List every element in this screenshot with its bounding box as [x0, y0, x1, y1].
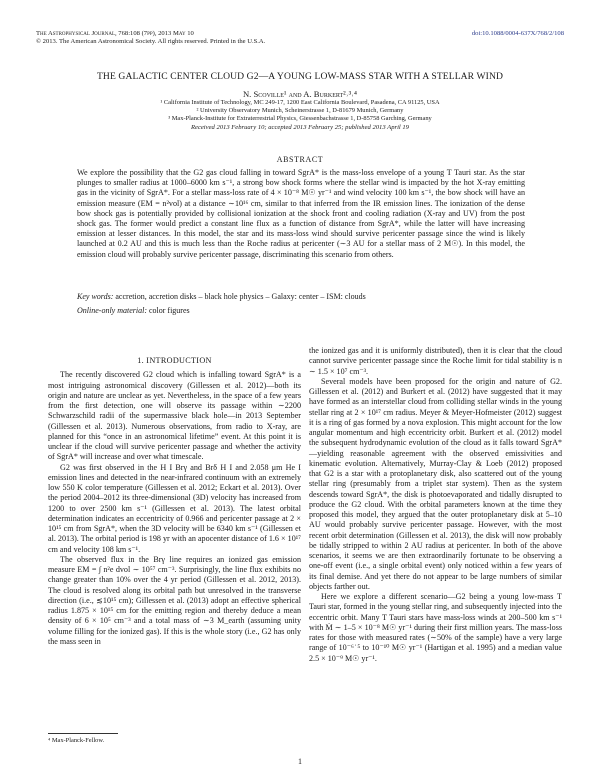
received-dates: Received 2013 February 10; accepted 2013 February 25; published 2013 April 19	[191, 124, 409, 131]
doi-link[interactable]: doi:10.1088/0004-637X/768/2/108	[471, 30, 564, 37]
intro-paragraph-1: The recently discovered G2 cloud which is infalling toward SgrA* is a most intriguing astronomical discovery (Gillessen et al. 2012)—both its origin and nature are unclear as yet. Nevertheless, in the space of a few years from the first detection, one will observe its passage within ∼2200 Schwarzschild radii of the supermassive black hole—in 2013 September (Gillessen et al. 2013). Numerous observations, from radio to X-ray, are planned for this “once in an astronomical lifetime” event. At this point it is unclear if the cloud will survive pericenter passage and whether the activity of SgrA* will increase and over what timescale.	[48, 370, 301, 462]
section-heading-introduction: 1. INTRODUCTION	[137, 356, 212, 365]
footnote-rule	[48, 733, 118, 734]
page-number: 1	[298, 757, 302, 766]
online-material	[77, 306, 525, 315]
copyright-line: © 2013. The American Astronomical Society. All rights reserved. Printed in the U.S.A.	[36, 38, 266, 45]
intro-paragraph-5: Here we explore a different scenario—G2 being a young low-mass T Tauri star, formed in the young stellar ring, and subsequently injected into the eccentric orbit. Many T Tauri stars have mass-loss winds at 200–500 km s⁻¹ with Ṁ ∼ 1–5 × 10⁻⁸ M☉ yr⁻¹ during their first million years. The mass-loss rates for those with measured rates (∼50% of the sample) have a very large range of 10⁻⁶˙⁵ to 10⁻¹⁰ M☉ yr⁻¹ (Hartigan et al. 1995) and a median value 2.5 × 10⁻⁹ M☉ yr⁻¹.	[309, 592, 562, 663]
online-material-text: color figures	[148, 306, 190, 315]
paper-title: THE GALACTIC CENTER CLOUD G2—A YOUNG LOW-MASS STAR WITH A STELLAR WIND	[96, 71, 504, 82]
right-column	[309, 346, 562, 664]
abstract-text: We explore the possibility that the G2 gas cloud falling in toward SgrA* is the mass-loss envelope of a young T Tauri star. As the star plunges to smaller radius at 1000–6000 km s⁻¹, a strong bow shock forms where the stellar wind is impacted by the hot X-ray emitting gas in the vicinity of SgrA*. For a stellar mass-loss rate of 4 × 10⁻⁸ M☉ yr⁻¹ and wind velocity 100 km s⁻¹, the bow shock will have an emission measure (EM = n²vol) at a distance ∼10¹⁶ cm, similar to that inferred from the IR emission lines. The ionization of the dense bow shock gas is potentially provided by collisional ionization at the shock front and cooling radiation (X-ray and UV) from the post shock gas. The former would predict a constant line flux as a function of distance from SgrA*, while the latter will have increasing emission at lesser distances. In this model, the star and its mass-loss wind should survive pericenter passage since the wind is likely launched at 0.2 AU and this is much less than the Roche radius at pericenter (∼3 AU for a stellar mass of 2 M☉). In this model, the emission cloud will probably survive pericenter passage, discriminating this scenario from others.	[77, 168, 525, 259]
keywords-label: Key words:	[77, 292, 114, 301]
keywords-text: accretion, accretion disks – black hole physics – Galaxy: center – ISM: clouds	[115, 292, 366, 301]
online-material-label: Online-only material:	[77, 306, 147, 315]
abstract-heading: ABSTRACT	[276, 155, 324, 164]
affiliation-3: ³ Max-Planck-Institute for Extraterrestrial Physics, Giessenbachstrasse 1, D-85758 Garching, Germany	[168, 115, 432, 122]
affiliation-1: ¹ California Institute of Technology, MC 249-17, 1200 East California Boulevard, Pasadena, CA 91125, USA	[160, 99, 440, 106]
intro-paragraph-3-continued: the ionized gas and it is uniformly distributed), then it is clear that the cloud cannot survive pericenter passage since the Roche limit for tidal stability is n ∼ 1.5 × 10⁷ cm⁻³.	[309, 346, 562, 376]
intro-paragraph-2: G2 was first observed in the H I Brγ and Brδ H I and 2.058 μm He I emission lines and detected in the near-infrared continuum with an extremely low 550 K color temperature (Gillessen et al. 2012; Eckart et al. 2013). Over the period 2004–2012 its three-dimensional (3D) velocity has increased from 1200 to over 2500 km s⁻¹ (Gillessen et al. 2013). The latest orbital determination indicates an eccentricity of 0.966 and pericenter passage at 2 × 10¹⁵ cm from SgrA*, when the 3D velocity will be 6340 km s⁻¹ (Gillessen et al. 2013). The orbital period is 198 yr with an apocenter distance of 1.6 × 10¹⁷ cm and velocity 108 km s⁻¹.	[48, 462, 301, 554]
author-list: N. Scoville¹ and A. Burkert²˒³˒⁴	[242, 89, 358, 99]
footnote: ⁴ Max-Planck-Fellow.	[48, 737, 105, 744]
keywords	[77, 292, 525, 302]
intro-paragraph-4: Several models have been proposed for the origin and nature of G2. Gillessen et al. (2012) and Burkert et al. (2012) have suggested that it may have formed as an interstellar cloud from colliding stellar winds in the young stellar ring at 2 × 10¹⁷ cm radius. Meyer & Meyer-Hofmeister (2012) suggest it is a ring of gas formed by a nova explosion. This might account for the low angular momentum and high eccentricity orbit. Burkert et al. (2012) model the subsequent hydrodynamic evolution of the cloud as it falls toward SgrA*—yielding reasonable agreement with the observed emissivities and kinematic evolution. Alternatively, Murray-Clay & Loeb (2012) proposed that G2 is a star with a protoplanetary disk, also scattered out of the young stellar ring (presumably from a triplet star system). Then as the system descends toward SgrA*, the disk is photoevaporated and tidally disrupted to produce the G2 cloud. With the orbital parameters known at the time they proposed this model, they argued that the outer protoplanetary disk at 5–10 AU would probably survive pericenter passage. However, with the most recent orbit determination (Gillessen et al. 2013), the disk will now probably be tidally stripped to within 2 AU radius at pericenter. In both of the above scenarios, it seems we are then extraordinarily fortunate to be observing a one-off event (i.e., a single orbital event) only noticed within a few years of its final demise. And yet there do not appear to be large numbers of similar objects farther out.	[309, 376, 562, 591]
affiliation-2: ² University Observatory Munich, Scheinerstrasse 1, D-81679 Munich, Germany	[196, 107, 404, 114]
intro-paragraph-3: The observed flux in the Brγ line requires an ionized gas emission measure EM = ∫ n²e dvol ∼ 10⁵⁷ cm⁻³. Surprisingly, the line flux exhibits no change greater than 10% over the 4 yr period (Gillessen et al. 2012, 2013). The cloud is resolved along its orbital path but unresolved in the transverse direction (i.e., ≲10¹⁵ cm); Gillessen et al. (2013) adopt an effective spherical radius 1.875 × 10¹⁵ cm for the emitting region and thereby deduce a mean density of 6 × 10⁵ cm⁻³ and a total mass of ∼3 M_earth (assuming unity volume filling for the ionized gas). If this is the whole story (i.e., G2 has only the mass seen in	[48, 554, 301, 646]
left-column	[48, 356, 301, 647]
journal-line: The Astrophysical Journal, 768:108 (7pp), 2013 May 10	[36, 30, 194, 37]
